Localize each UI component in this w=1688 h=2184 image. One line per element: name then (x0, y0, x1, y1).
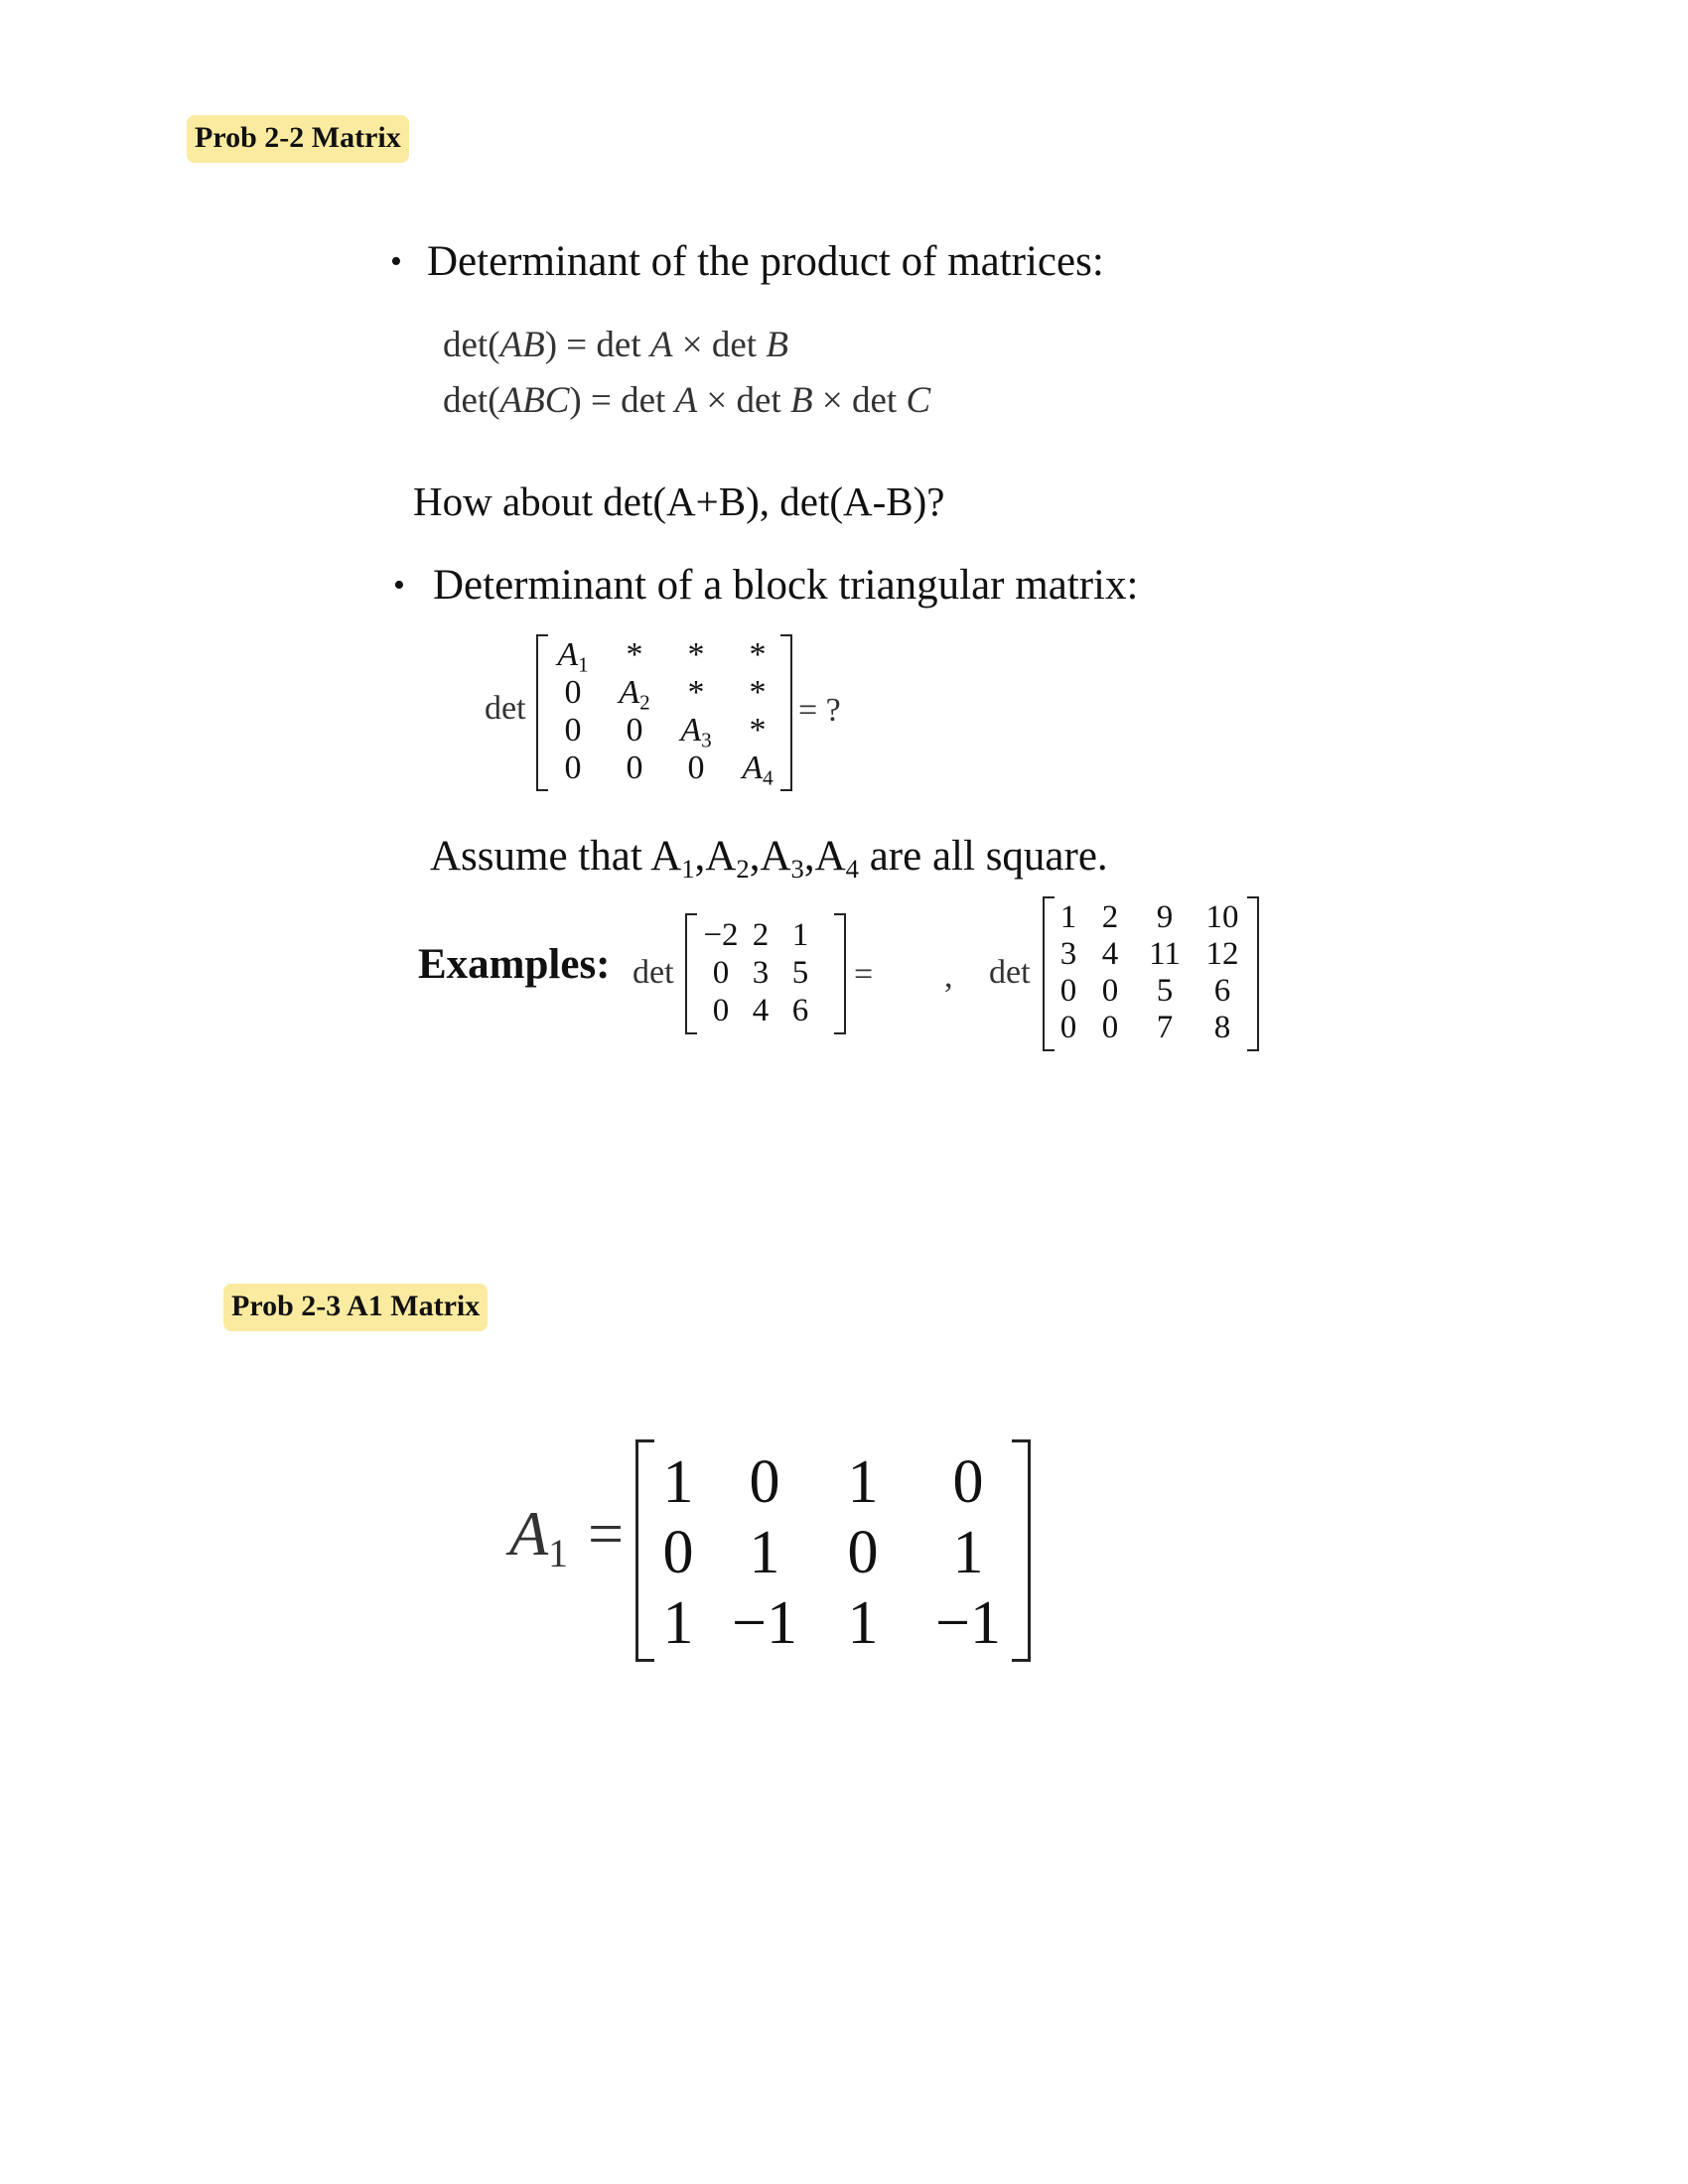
matrix-cell: 1 (791, 916, 809, 953)
matrix-cell: 4 (1101, 936, 1119, 972)
equals-question: = ? (798, 692, 841, 729)
examples-label: Examples: (418, 941, 611, 988)
matrix-cell: 3 (752, 954, 770, 991)
matrix-cell: 0 (564, 712, 582, 749)
matrix-cell: 0 (952, 1448, 984, 1516)
matrix-row (643, 1588, 1027, 1659)
matrix-cell: 1 (1059, 899, 1077, 935)
matrix-cell: 5 (791, 954, 809, 991)
bullet-block-heading: Determinant of a block triangular matrix: (433, 562, 1139, 609)
a1-matrix (635, 1439, 1031, 1662)
matrix-cell: 1 (662, 1448, 694, 1516)
matrix-cell: 0 (1059, 1010, 1077, 1045)
matrix-cell: 1 (952, 1519, 984, 1586)
matrix-cell: * (749, 674, 767, 711)
prob-2-2-tag: Prob 2-2 Matrix (187, 115, 409, 163)
matrix-cell: 0 (1101, 1010, 1119, 1045)
matrix-cell: −1 (935, 1589, 1001, 1657)
matrix-cell: * (749, 712, 767, 749)
equals-sign: = (854, 956, 874, 993)
matrix-cell: 1 (662, 1589, 694, 1657)
matrix-cell: 1 (847, 1589, 879, 1657)
matrix-row (1053, 973, 1251, 1010)
matrix-cell: 0 (749, 1448, 780, 1516)
det-label: det (989, 954, 1031, 991)
det-label: det (633, 954, 674, 991)
a1-lhs: $A_1$ (509, 1498, 568, 1575)
matrix-cell: 0 (626, 712, 643, 749)
example-matrix-3x3 (685, 913, 846, 1034)
matrix-cell: 3 (1059, 936, 1077, 972)
bullet-dot: • (390, 243, 402, 280)
prob-2-3-tag: Prob 2-3 A1 Matrix (223, 1284, 488, 1331)
matrix-cell: 0 (564, 674, 582, 711)
matrix-cell: 8 (1213, 1010, 1231, 1045)
matrix-cell: −1 (732, 1589, 797, 1657)
matrix-row (643, 1518, 1027, 1588)
matrix-row (1053, 1010, 1251, 1046)
matrix-row (643, 1447, 1027, 1518)
matrix-cell: $A_4$ (742, 750, 774, 790)
matrix-cell: 0 (712, 992, 730, 1028)
equation-det-ab: det(AB) = det A × det B (443, 325, 788, 365)
matrix-row (542, 674, 788, 712)
assume-square-note: Assume that $A_1,A_2,A_3,A_4$ are all square. (430, 833, 1108, 884)
matrix-cell: 4 (752, 992, 770, 1028)
a1-equals: = (588, 1498, 625, 1569)
matrix-cell: 1 (749, 1519, 780, 1586)
det-label: det (485, 690, 526, 727)
matrix-cell: 0 (564, 750, 582, 786)
matrix-cell: 6 (791, 992, 809, 1028)
bullet-product-heading: Determinant of the product of matrices: (427, 238, 1104, 285)
matrix-cell: 6 (1213, 973, 1231, 1009)
matrix-cell: 0 (1101, 973, 1119, 1009)
matrix-cell: 0 (847, 1519, 879, 1586)
matrix-cell: 1 (847, 1448, 879, 1516)
matrix-row (542, 636, 788, 674)
matrix-cell: 7 (1156, 1010, 1174, 1045)
matrix-cell: 2 (752, 916, 770, 953)
bullet-dot: • (393, 567, 405, 604)
matrix-cell: 0 (626, 750, 643, 786)
matrix-cell: 0 (687, 750, 705, 786)
matrix-cell: 12 (1205, 936, 1239, 972)
equation-det-abc: det(ABC) = det A × det B × det C (443, 380, 931, 421)
matrix-cell: * (687, 674, 705, 711)
block-triangular-matrix (536, 634, 792, 791)
matrix-cell: 0 (712, 954, 730, 991)
matrix-cell: 9 (1156, 899, 1174, 935)
matrix-row (1053, 899, 1251, 936)
matrix-row (701, 916, 820, 954)
matrix-cell: 10 (1205, 899, 1239, 935)
matrix-cell: 0 (1059, 973, 1077, 1009)
matrix-row (542, 750, 788, 787)
matrix-cell: $A_3$ (680, 712, 712, 752)
matrix-cell: 5 (1156, 973, 1174, 1009)
example-matrix-4x4 (1043, 896, 1259, 1051)
matrix-cell: * (626, 636, 643, 673)
matrix-cell: −2 (703, 916, 739, 953)
matrix-row (1053, 936, 1251, 973)
matrix-cell: $A_2$ (619, 674, 650, 715)
matrix-cell: 11 (1149, 936, 1181, 972)
matrix-cell: $A_1$ (557, 636, 589, 677)
matrix-cell: * (749, 636, 767, 673)
comma: , (944, 958, 953, 995)
matrix-row (701, 954, 820, 992)
matrix-row (542, 712, 788, 750)
question-sum-difference: How about det(A+B), det(A-B)? (413, 478, 945, 524)
matrix-cell: 2 (1101, 899, 1119, 935)
matrix-cell: * (687, 636, 705, 673)
matrix-row (701, 992, 820, 1029)
matrix-cell: 0 (662, 1519, 694, 1586)
